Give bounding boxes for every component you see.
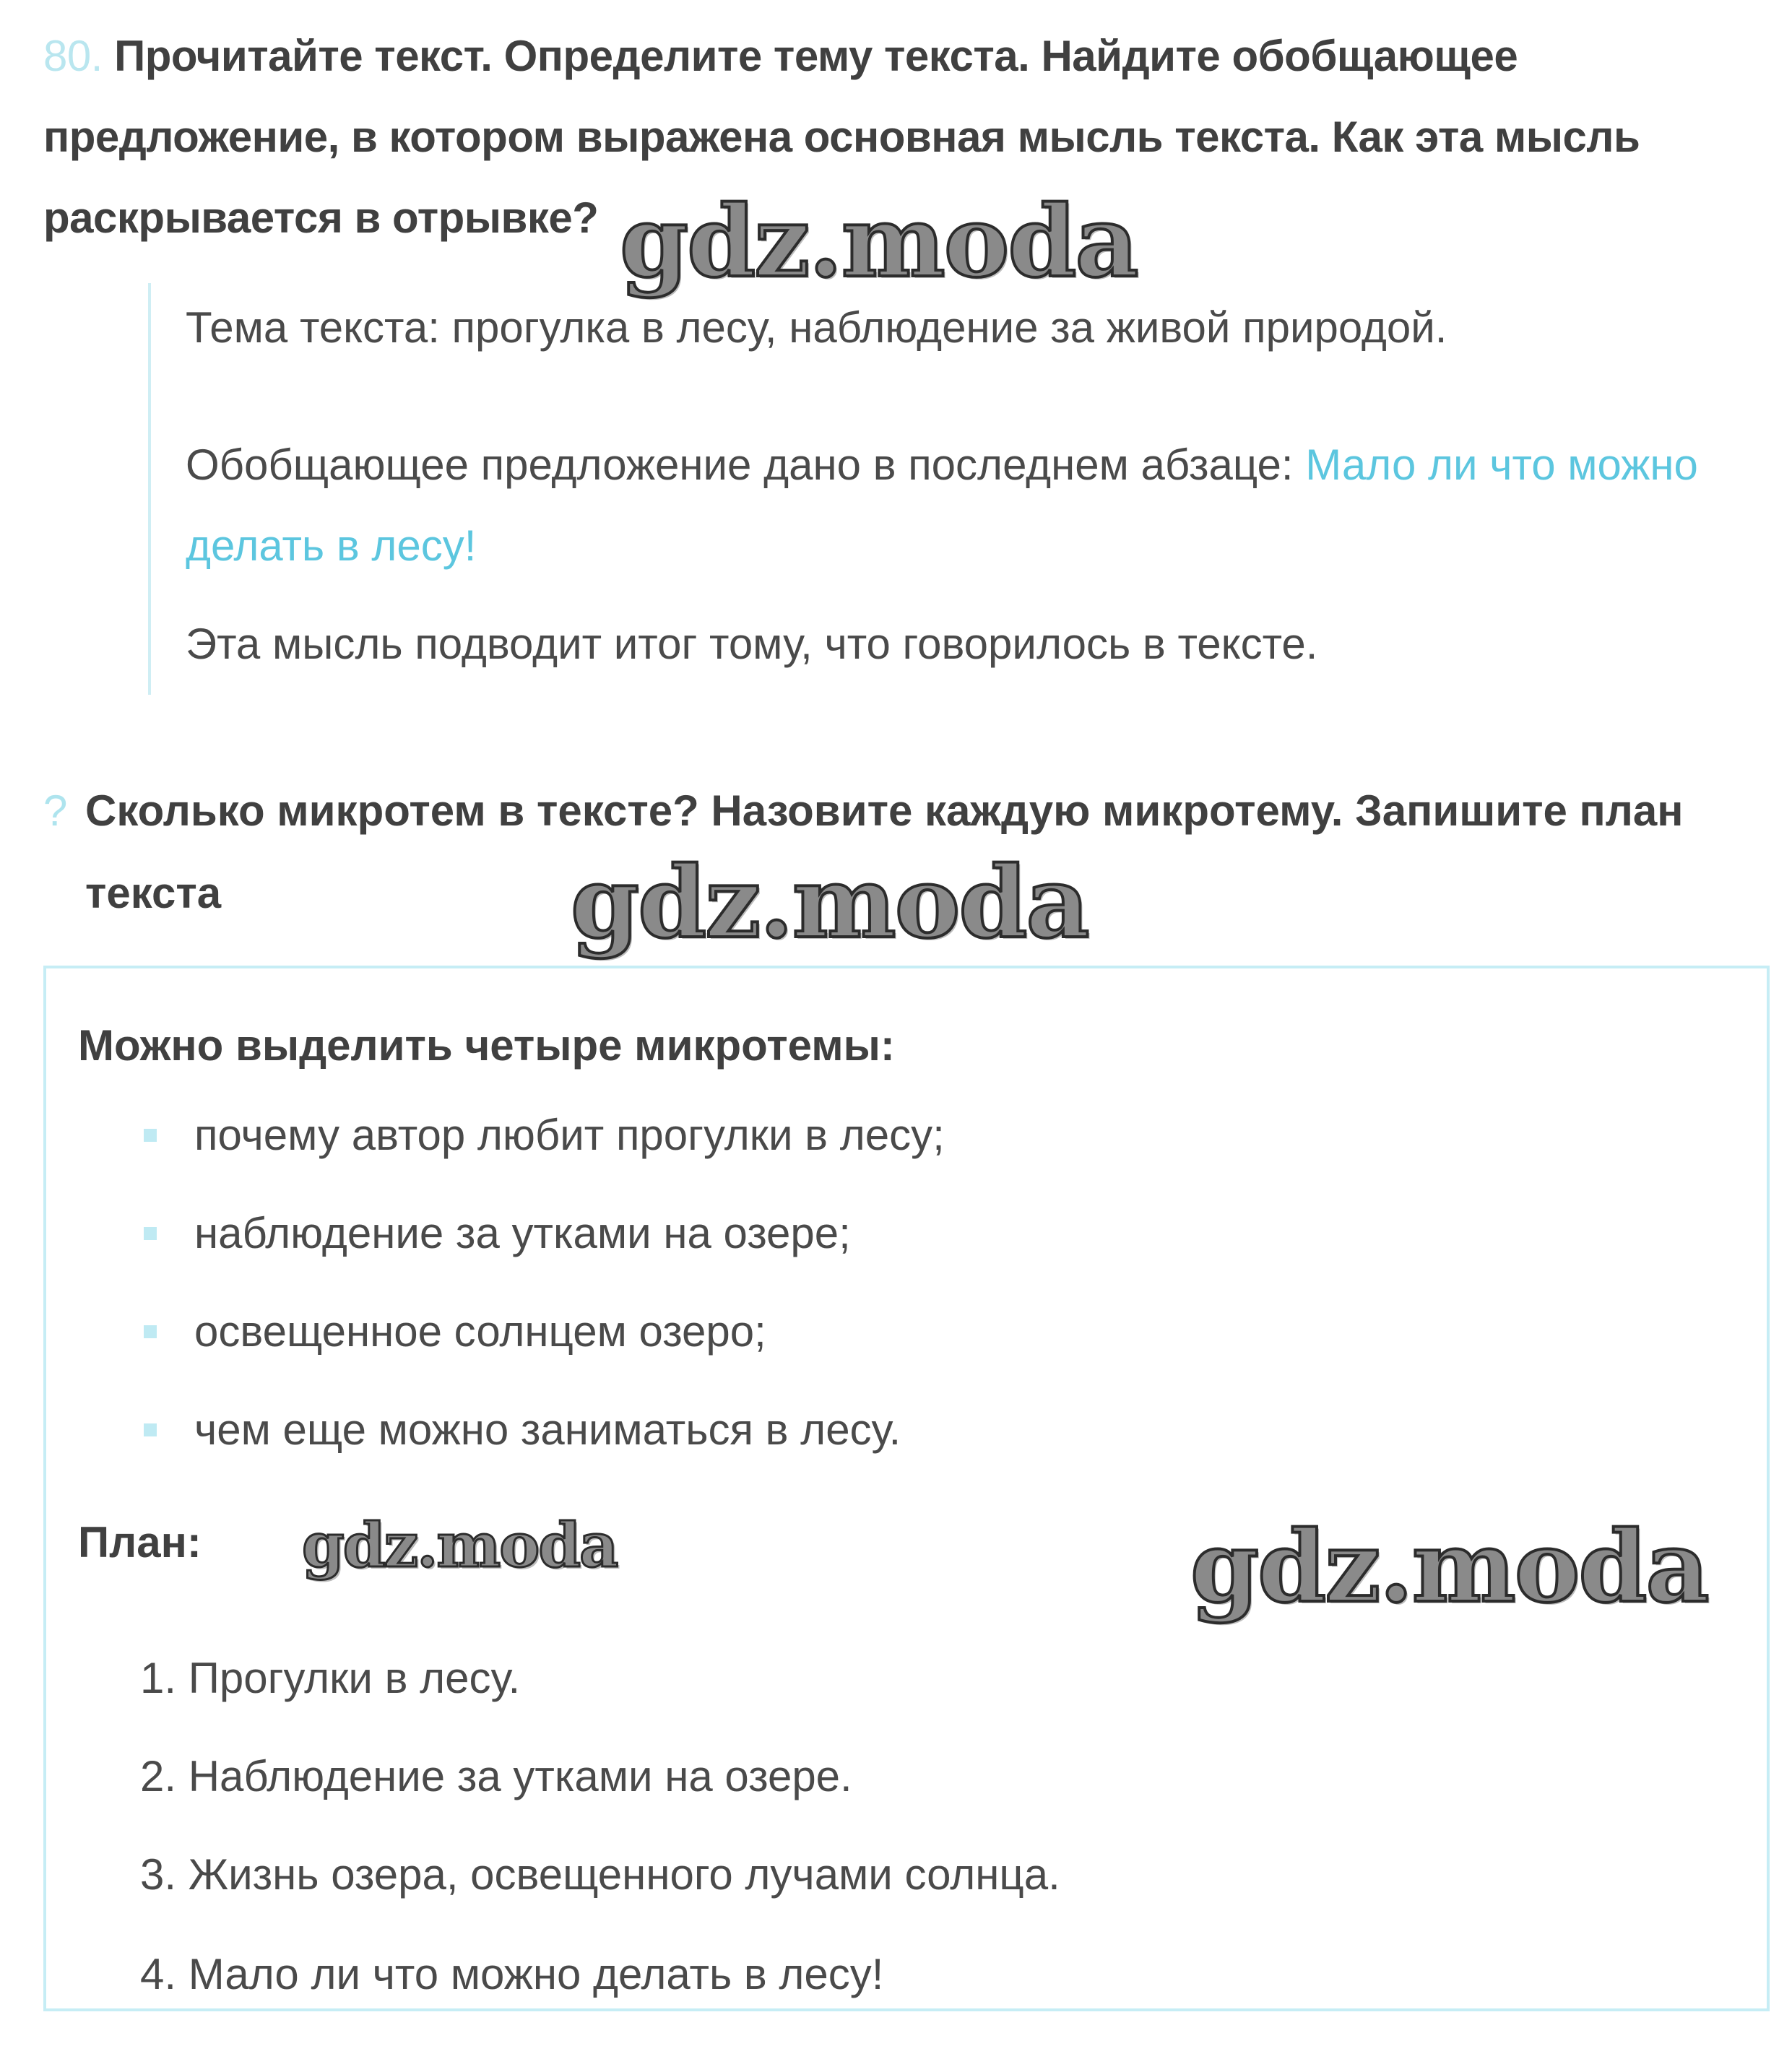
question-text: Прочитайте текст. Определите тему текста. Найдите обобщающее предложение, в котором выражена основная мысль текста. Как эта мысль раскрывается в отрывке? [43, 32, 1640, 242]
answer-topic: Тема текста: прогулка в лесу, наблюдение за живой природой. [186, 303, 1447, 352]
watermark: gdz.moda [302, 1509, 618, 1581]
answer-box [43, 966, 1770, 2011]
microtopic-item: наблюдение за утками на озере; [194, 1209, 851, 1257]
answer-block [148, 283, 1754, 695]
plan-item: 3. Жизнь озера, освещенного лучами солнца. [140, 1850, 1060, 1899]
watermark: gdz.moda [620, 184, 1138, 300]
bullet-square-icon [144, 1129, 157, 1142]
question-mark-icon: ? [43, 786, 68, 835]
microtopic-item: почему автор любит прогулки в лесу; [194, 1111, 945, 1159]
question-number: 80. [43, 32, 103, 80]
summary-quote: Мало ли что можно делать в лесу! [186, 441, 1698, 570]
plan-item: 4. Мало ли что можно делать в лесу! [140, 1950, 884, 1998]
watermark: gdz.moda [571, 845, 1088, 961]
bullet-square-icon [144, 1325, 157, 1338]
microtopics-title: Можно выделить четыре микротемы: [78, 1021, 895, 1070]
bullet-square-icon [144, 1227, 157, 1240]
microtopic-item: освещенное солнцем озеро; [194, 1307, 766, 1356]
plan-item: 2. Наблюдение за утками на озере. [140, 1752, 852, 1800]
answer-conclusion: Эта мысль подводит итог тому, что говорилось в тексте. [186, 620, 1318, 668]
subquestion-line1: Сколько микротем в тексте? Назовите каждую микротему. Запишите план [85, 786, 1684, 835]
plan-label: План: [78, 1518, 202, 1566]
answer-summary [186, 425, 1760, 586]
microtopic-item: чем еще можно заниматься в лесу. [194, 1405, 901, 1454]
bullet-square-icon [144, 1423, 157, 1436]
plan-item: 1. Прогулки в лесу. [140, 1654, 521, 1702]
watermark: gdz.moda [1190, 1509, 1708, 1625]
summary-prefix: Обобщающее предложение дано в последнем абзаце: [186, 441, 1306, 489]
subquestion-line2: текста [85, 869, 222, 917]
